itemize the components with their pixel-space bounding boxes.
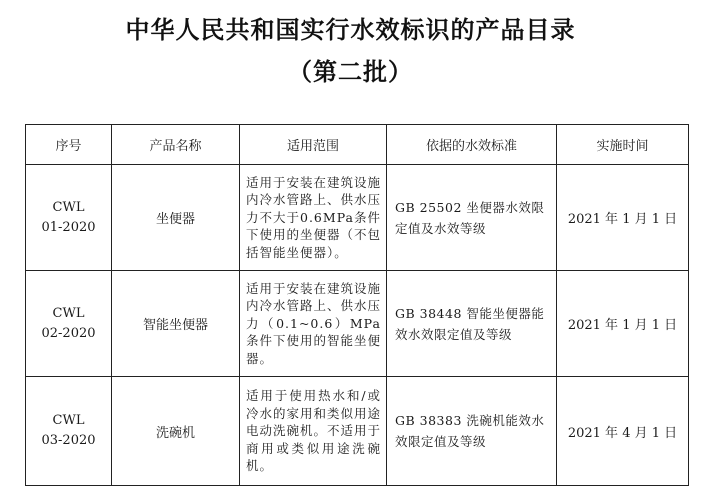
document-subtitle: （第二批） xyxy=(288,58,413,86)
date-cell: 2021 年 1 月 1 日 xyxy=(557,165,689,271)
header-standard: 依据的水效标准 xyxy=(387,125,557,165)
seq-number: 01-2020 xyxy=(41,219,96,235)
scope-cell: 适用于安装在建筑设施内冷水管路上、供水压力（0.1~0.6）MPa条件下使用的智能坐便器。 xyxy=(240,271,387,377)
product-name-cell: 坐便器 xyxy=(112,165,240,271)
header-product: 产品名称 xyxy=(112,125,240,165)
seq-number: 03-2020 xyxy=(41,433,96,448)
scope-cell: 适用于使用热水和/或冷水的家用和类似用途电动洗碗机。不适用于商用或类似用途洗碗机。 xyxy=(240,377,387,486)
seq-number: 02-2020 xyxy=(41,325,96,341)
header-date: 实施时间 xyxy=(557,125,689,165)
header-seq: 序号 xyxy=(26,125,112,165)
seq-prefix: CWL xyxy=(52,305,85,321)
seq-cell xyxy=(26,165,112,271)
table-row xyxy=(26,377,689,486)
date-cell: 2021 年 4 月 1 日 xyxy=(557,377,689,486)
product-catalog-table xyxy=(25,124,689,486)
table-row xyxy=(26,271,689,377)
seq-cell xyxy=(26,271,112,377)
table-header xyxy=(26,125,689,165)
document-title: 中华人民共和国实行水效标识的产品目录 xyxy=(125,16,576,44)
table-row xyxy=(26,165,689,271)
seq-cell xyxy=(26,377,112,486)
standard-cell: GB 25502 坐便器水效限定值及水效等级 xyxy=(387,165,557,271)
standard-cell: GB 38383 洗碗机能效水效限定值及等级 xyxy=(387,377,557,486)
product-name-cell: 智能坐便器 xyxy=(112,271,240,377)
seq-prefix: CWL xyxy=(52,199,85,215)
scope-cell: 适用于安装在建筑设施内冷水管路上、供水压力不大于0.6MPa条件下使用的坐便器（不包括智能坐便器）。 xyxy=(240,165,387,271)
date-cell: 2021 年 1 月 1 日 xyxy=(557,271,689,377)
standard-cell: GB 38448 智能坐便器能效水效限定值及等级 xyxy=(387,271,557,377)
table-body xyxy=(26,165,689,486)
header-row xyxy=(26,125,689,165)
header-scope: 适用范围 xyxy=(240,125,387,165)
product-name-cell: 洗碗机 xyxy=(112,377,240,486)
seq-prefix: CWL xyxy=(52,413,85,428)
